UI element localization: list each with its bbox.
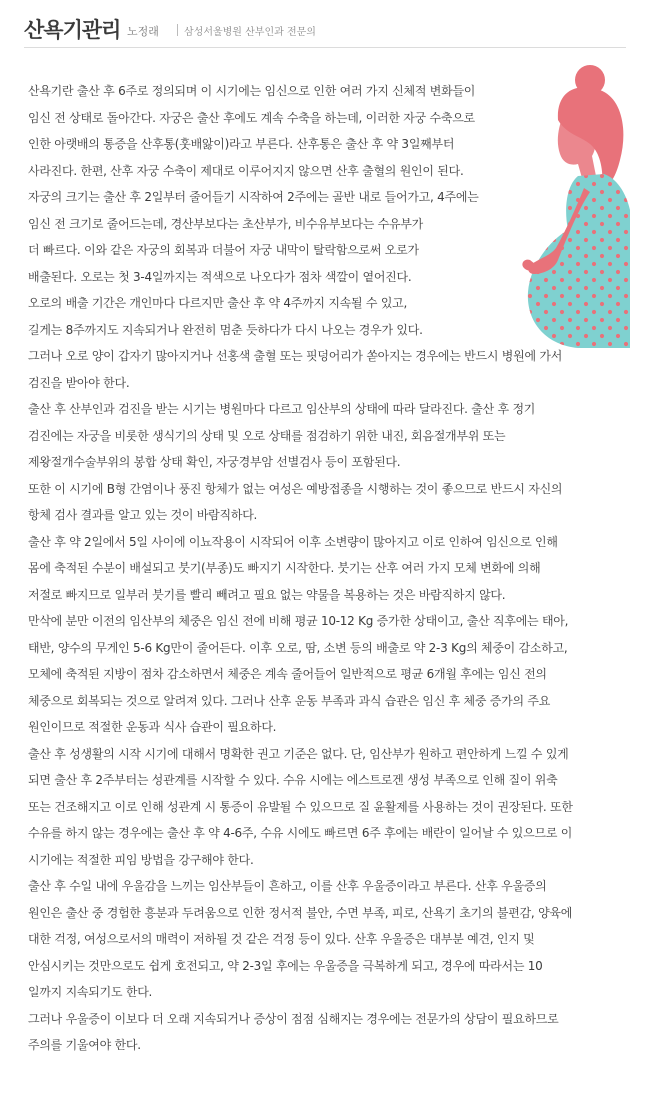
body-text-line: 출산 후 산부인과 검진을 받는 시기는 병원마다 다르고 임산부의 상태에 따라 달라진다. 출산 후 정기 xyxy=(28,402,536,416)
body-text-line: 원인이므로 적절한 운동과 식사 습관이 필요하다. xyxy=(28,720,277,734)
article-header xyxy=(24,12,626,46)
page-title: 산욕기관리 xyxy=(24,17,121,42)
body-text-line: 시기에는 적절한 피임 방법을 강구해야 한다. xyxy=(28,852,254,867)
body-text-line: 오로의 배출 기간은 개인마다 다르지만 출산 후 약 4주까지 지속될 수 있고, xyxy=(28,296,408,310)
header-divider xyxy=(177,24,178,36)
body-text-line: 체중으로 회복되는 것으로 알려져 있다. 그러나 산후 운동 부족과 과식 습관은 임신 후 체중 증가의 주요 xyxy=(28,693,551,708)
body-text-line: 대한 걱정, 여성으로서의 매력이 저하될 것 같은 걱정 등이 있다. 산후 우울증은 대부분 예견, 인지 및 xyxy=(28,932,535,946)
body-text-line: 되면 출산 후 2주부터는 성관계를 시작할 수 있다. 수유 시에는 에스트로겐 생성 부족으로 인해 질이 위축 xyxy=(28,773,558,787)
body-text-line: 검진에는 자궁을 비롯한 생식기의 상태 및 오로 상태를 점검하기 위한 내진, 회음절개부위 또는 xyxy=(28,428,506,443)
body-text-line: 출산 후 수일 내에 우울감을 느끼는 임산부들이 흔하고, 이를 산후 우울증이라고 부른다. 산후 우울증의 xyxy=(28,879,547,893)
article-body xyxy=(28,78,628,1059)
body-text-line: 사라진다. 한편, 산후 자궁 수축이 제대로 이루어지지 않으면 산후 출혈의 원인이 된다. xyxy=(28,163,464,178)
body-text-line: 수유를 하지 않는 경우에는 출산 후 약 4-6주, 수유 시에도 빠르면 6주 후에는 배란이 일어날 수 있으므로 이 xyxy=(28,826,573,840)
body-text-line: 제왕절개수술부위의 봉합 상태 확인, 자궁경부암 선별검사 등이 포함된다. xyxy=(28,455,401,469)
body-text-line: 안심시키는 것만으로도 쉽게 호전되고, 약 2-3일 후에는 우울증을 극복하게 되고, 경우에 따라서는 10 xyxy=(28,958,543,973)
title-underline xyxy=(24,47,626,48)
body-text-line: 그러나 오로 양이 갑자기 많아지거나 선홍색 출혈 또는 핏덩어리가 쏟아지는 경우에는 반드시 병원에 가서 xyxy=(28,349,563,363)
body-text-line: 배출된다. 오로는 첫 3-4일까지는 적색으로 나오다가 점차 색깔이 옅어진다. xyxy=(28,269,412,284)
body-text-line: 산욕기란 출산 후 6주로 정의되며 이 시기에는 임신으로 인한 여러 가지 신체적 변화들이 xyxy=(28,84,476,98)
body-text-line: 태반, 양수의 무게인 5-6 Kg만이 줄어든다. 이후 오로, 땀, 소변 등의 배출로 약 2-3 Kg의 체중이 감소하고, xyxy=(28,640,568,655)
body-text-line: 또는 건조해지고 이로 인해 성관계 시 통증이 유발될 수 있으므로 질 윤활제를 사용하는 것이 권장된다. 또한 xyxy=(28,799,573,814)
body-text-line: 출산 후 약 2일에서 5일 사이에 이뇨작용이 시작되어 이후 소변량이 많아지고 이로 인하여 임신으로 인해 xyxy=(28,534,558,549)
body-text-line: 검진을 받아야 한다. xyxy=(28,375,130,390)
body-text-line: 출산 후 성생활의 시작 시기에 대해서 명확한 권고 기준은 없다. 단, 임산부가 원하고 편안하게 느낄 수 있게 xyxy=(28,746,569,761)
body-text-line: 항체 검사 결과를 알고 있는 것이 바람직하다. xyxy=(28,508,258,522)
body-text-line: 인한 아랫배의 통증을 산후통(훗배앓이)라고 부른다. 산후통은 출산 후 약 3일째부터 xyxy=(28,137,455,151)
body-text-line: 저절로 빠지므로 일부러 붓기를 빨리 빼려고 필요 없는 약물을 복용하는 것은 바람직하지 않다. xyxy=(28,587,506,602)
body-text-line: 자궁의 크기는 출산 후 2일부터 줄어들기 시작하여 2주에는 골반 내로 들어가고, 4주에는 xyxy=(28,190,479,204)
body-text-line: 일까지 지속되기도 한다. xyxy=(28,985,153,999)
body-text-line: 길게는 8주까지도 지속되거나 완전히 멈춘 듯하다가 다시 나오는 경우가 있다. xyxy=(28,322,423,337)
body-text-line: 모체에 축적된 지방이 점차 감소하면서 체중은 계속 줄어들어 일반적으로 평균 6개월 후에는 임신 전의 xyxy=(28,667,547,681)
body-text-line: 임신 전 상태로 돌아간다. 자궁은 출산 후에도 계속 수축을 하는데, 이러한 자궁 수축으로 xyxy=(28,110,475,125)
body-text-line: 임신 전 크기로 줄어드는데, 경산부보다는 초산부가, 비수유부보다는 수유부가 xyxy=(28,216,424,231)
body-text-line: 주의를 기울여야 한다. xyxy=(28,1038,141,1052)
body-text-line: 몸에 축적된 수분이 배설되고 붓기(부종)도 빠지기 시작한다. 붓기는 산후 여러 가지 모체 변화에 의해 xyxy=(28,561,541,575)
body-text-line: 또한 이 시기에 B형 간염이나 풍진 항체가 없는 여성은 예방접종을 시행하는 것이 좋으므로 반드시 자신의 xyxy=(28,481,563,496)
body-text-line: 더 빠르다. 이와 같은 자궁의 회복과 더불어 자궁 내막이 탈락함으로써 오로가 xyxy=(28,243,419,257)
body-text-line: 만삭에 분만 이전의 임산부의 체중은 임신 전에 비해 평균 10-12 Kg 증가한 상태이고, 출산 직후에는 태아, xyxy=(28,614,569,628)
body-text-line: 원인은 출산 중 경험한 흥분과 두려움으로 인한 정서적 불안, 수면 부족, 피로, 산욕기 초기의 불편감, 양육에 xyxy=(28,905,573,920)
author-affiliation: 삼성서울병원 산부인과 전문의 xyxy=(184,27,316,38)
author-name: 노정래 xyxy=(127,25,159,38)
body-text-line: 그러나 우울증이 이보다 더 오래 지속되거나 증상이 점점 심해지는 경우에는 전문가의 상담이 필요하므로 xyxy=(28,1011,559,1026)
